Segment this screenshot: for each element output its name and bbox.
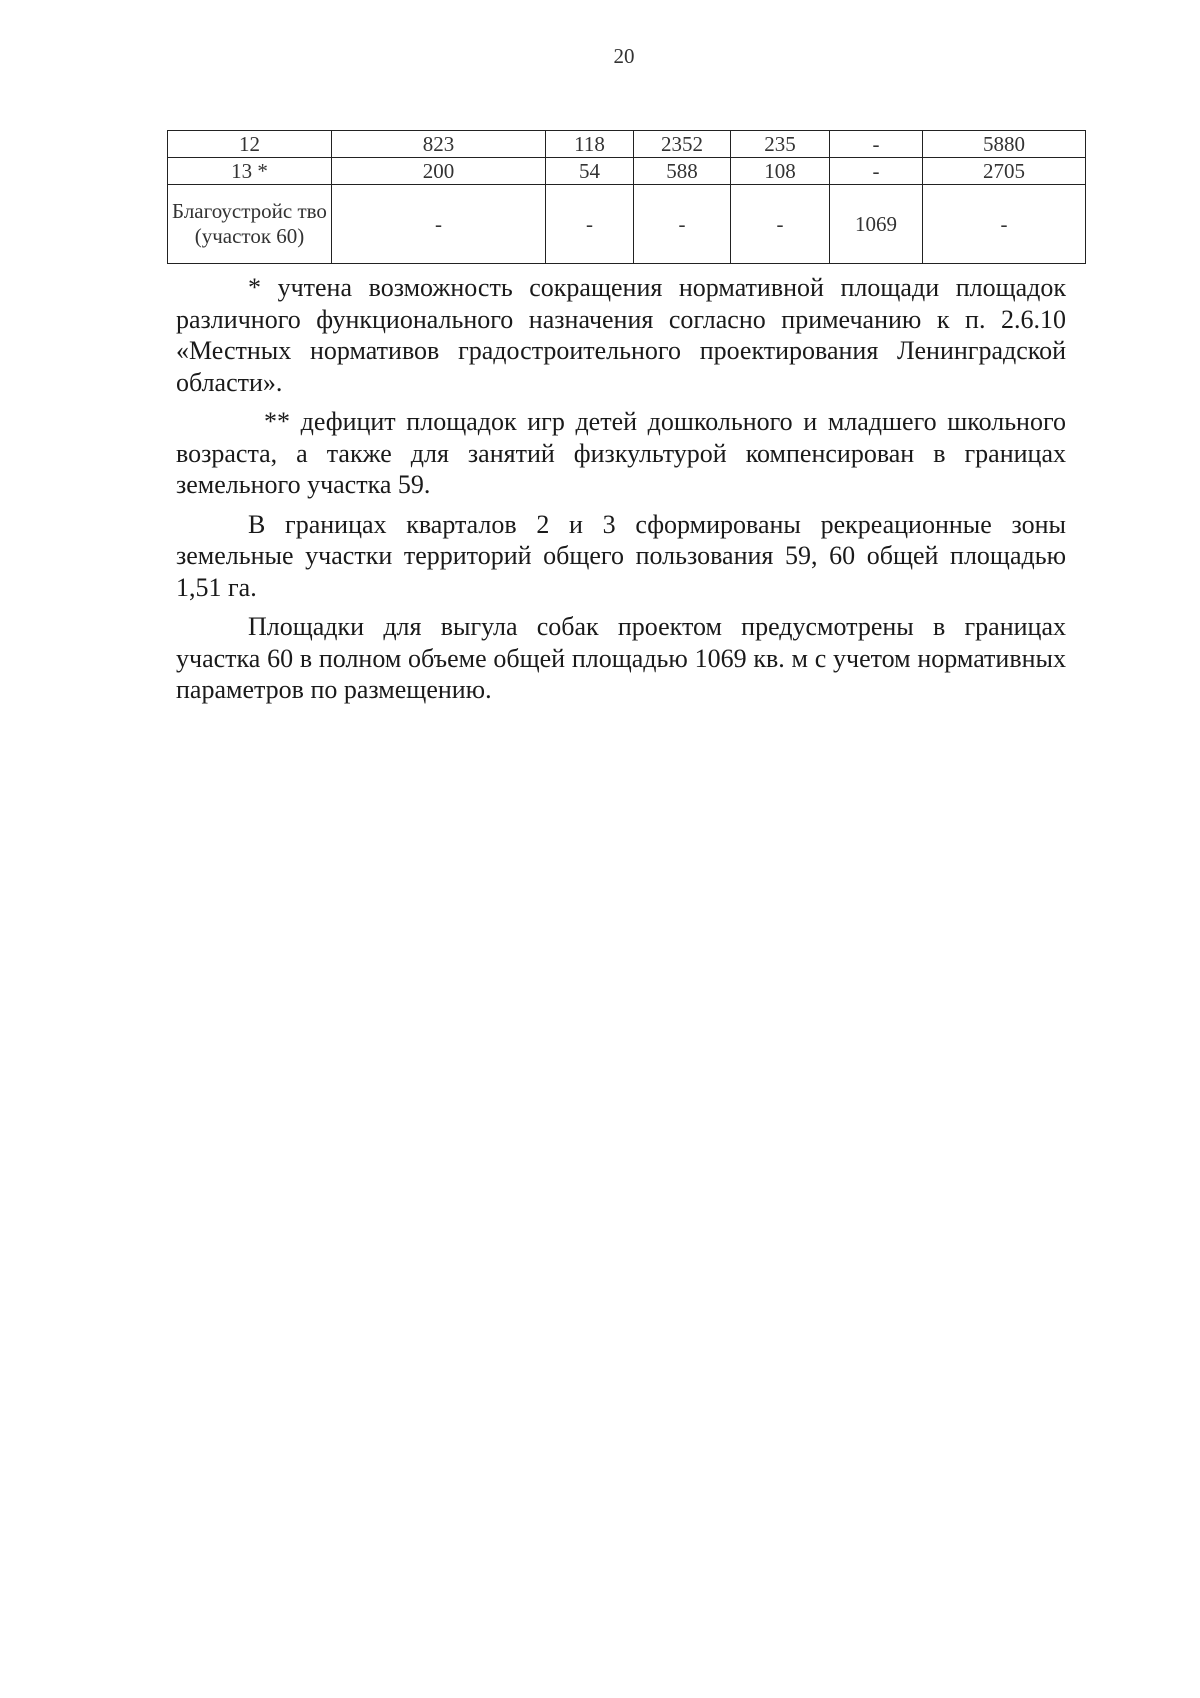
table-cell: 118	[546, 131, 634, 158]
table-cell: 108	[731, 158, 830, 185]
footnote-asterisk: * учтена возможность сокращения нормативной площади площадок различного функционального назначения согласно примечанию к п. 2.6.10 «Местных нормативов градостроительного проектирования Ленинградской области».	[176, 273, 1066, 397]
data-table	[167, 130, 1086, 264]
table-row	[168, 185, 1086, 264]
table-cell: -	[923, 185, 1086, 264]
table-cell: 235	[731, 131, 830, 158]
paragraph-recreation-zones: В границах кварталов 2 и 3 сформированы рекреационные зоны земельные участки территорий общего пользования 59, 60 общей площадью 1,51 га.	[176, 509, 1066, 602]
table-cell: Благоустройс тво (участок 60)	[168, 185, 332, 264]
table-cell: 823	[332, 131, 546, 158]
paragraph-dog-areas: Площадки для выгула собак проектом предусмотрены в границах участка 60 в полном объеме общей площадью 1069 кв. м с учетом нормативных параметров по размещению.	[176, 612, 1066, 704]
table-cell: -	[830, 131, 923, 158]
table-cell: -	[731, 185, 830, 264]
table-cell: 5880	[923, 131, 1086, 158]
table-cell: 12	[168, 131, 332, 158]
table-cell: -	[332, 185, 546, 264]
table-cell: 588	[634, 158, 731, 185]
table-cell: 13 *	[168, 158, 332, 185]
table-row	[168, 131, 1086, 158]
table-cell: -	[830, 158, 923, 185]
table-row	[168, 158, 1086, 185]
page-number: 20	[613, 44, 635, 68]
table-cell: 2352	[634, 131, 731, 158]
body-text	[176, 272, 1066, 714]
table-cell: 2705	[923, 158, 1086, 185]
table-cell: 200	[332, 158, 546, 185]
footnote-double-asterisk: ** дефицит площадок игр детей дошкольного и младшего школьного возраста, а также для занятий физкультурой компенсирован в границах земельного участка 59.	[176, 407, 1066, 499]
table-cell: -	[634, 185, 731, 264]
table-cell: -	[546, 185, 634, 264]
table-cell: 1069	[830, 185, 923, 264]
table-cell: 54	[546, 158, 634, 185]
